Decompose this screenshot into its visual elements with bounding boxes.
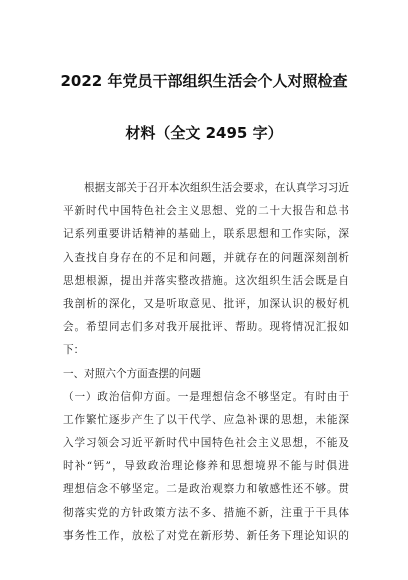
document-title-line-1: 2022 年党员干部组织生活会个人对照检查 <box>60 72 348 90</box>
section-heading: 一、对照六个方面查摆的问题 <box>63 367 201 380</box>
document-title-line-2: 材料（全文 2495 字） <box>125 124 283 142</box>
body-line: 事务性工作，放松了对党在新形势、新任务下理论知识的 <box>63 529 349 542</box>
document-body <box>63 177 349 548</box>
body-line: 会。希望同志们多对我开展批评、帮助。现将情况汇报如 <box>63 321 349 334</box>
body-line: 彻落实党的方针政策方法不多、措施不新，注重于干具体 <box>63 506 349 519</box>
body-line: 时补“钙”，导致政治理论修养和思想境界不能与时俱进 <box>63 460 349 473</box>
body-line: 入查找自身存在的不足和问题，并就存在的问题深刻剖析 <box>63 251 349 264</box>
body-line: 思想根源，提出并落实整改措施。这次组织生活会既是自 <box>63 274 349 287</box>
body-line: 记系列重要讲话精神的基础上，联系思想和工作实际，深 <box>63 228 349 241</box>
body-line: 平新时代中国特色社会主义思想、党的二十大报告和总书 <box>63 205 349 218</box>
body-line: 下： <box>63 344 85 357</box>
body-line: 工作繁忙逐步产生了以干代学、应急补课的思想，未能深 <box>63 413 349 426</box>
body-line: 入学习领会习近平新时代中国特色社会主义思想，不能及 <box>63 437 349 450</box>
body-line: 我剖析的深化，又是听取意见、批评，加深认识的极好机 <box>63 297 349 310</box>
body-line: 根据支部关于召开本次组织生活会要求，在认真学习习近 <box>84 182 349 194</box>
body-line: 理想信念不够坚定。二是政治观察力和敏感性还不够。贯 <box>63 483 349 496</box>
body-line: （一）政治信仰方面。一是理想信念不够坚定。有时由于 <box>63 390 349 403</box>
